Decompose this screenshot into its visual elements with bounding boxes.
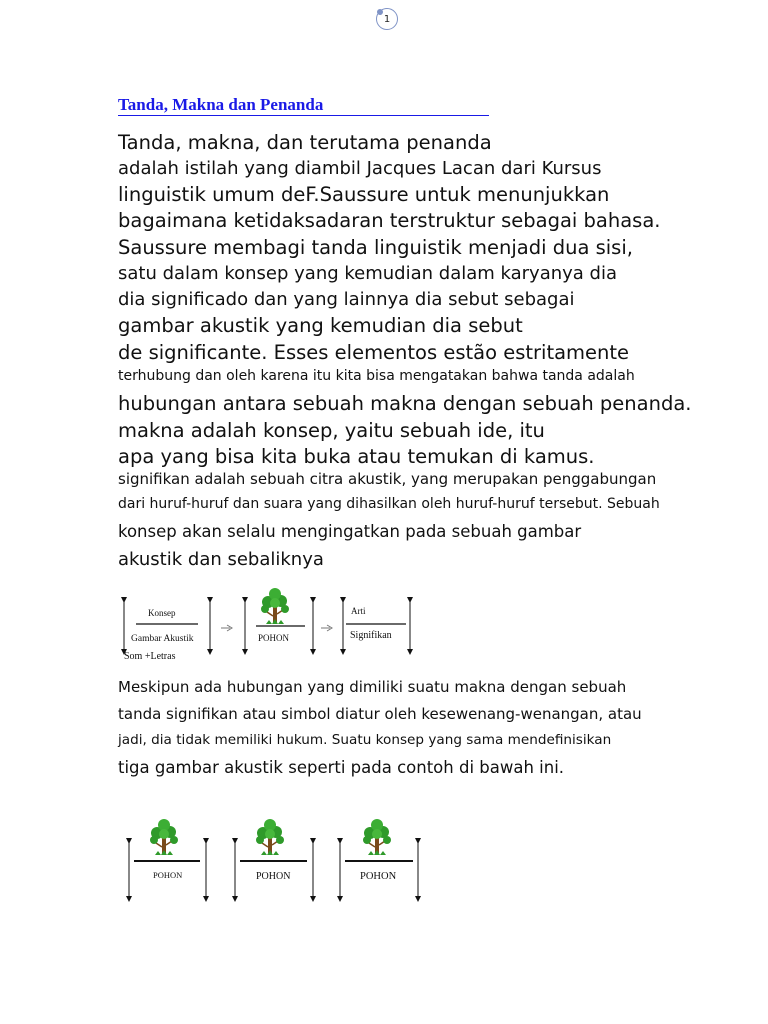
- right-arrow-icon: [221, 625, 232, 631]
- text-line: dari huruf-huruf dan suara yang dihasilkan oleh huruf-huruf tersebut. Sebuah: [118, 496, 660, 512]
- text-line: Saussure membagi tanda linguistik menjadi dua sisi,: [118, 236, 633, 259]
- text-line: signifikan adalah sebuah citra akustik, yang merupakan penggabungan: [118, 470, 657, 488]
- diagram-label-pohon: POHON: [258, 633, 290, 643]
- text-line: akustik dan sebaliknya: [118, 549, 324, 570]
- tree-icon: [256, 819, 284, 855]
- tree-icon: [261, 588, 289, 624]
- text-line: linguistik umum deF.Saussure untuk menunjukkan: [118, 183, 610, 206]
- text-line: konsep akan selalu mengingatkan pada sebuah gambar: [118, 522, 582, 541]
- right-arrow-icon: [321, 625, 332, 631]
- diagram-label-gambar-akustik: Gambar Akustik: [131, 634, 194, 644]
- tree-icon: [363, 819, 391, 855]
- three-trees-diagram: [118, 815, 428, 905]
- page-number-badge: [376, 8, 398, 30]
- diagram-label-arti: Arti: [351, 606, 366, 616]
- text-line: gambar akustik yang kemudian dia sebut: [118, 314, 523, 337]
- text-line: apa yang bisa kita buka atau temukan di kamus.: [118, 445, 595, 468]
- text-line: de significante. Esses elementos estão estritamente: [118, 341, 630, 364]
- text-line: hubungan antara sebuah makna dengan sebuah penanda.: [118, 392, 692, 415]
- text-line: satu dalam konsep yang kemudian dalam karyanya dia: [118, 263, 617, 284]
- diagram-label-pohon: POHON: [153, 870, 183, 880]
- page-number: 1: [383, 14, 391, 25]
- diagram-label-signifikan: Signifikan: [350, 630, 392, 641]
- tree-icon: [150, 819, 178, 855]
- text-line: jadi, dia tidak memiliki hukum. Suatu konsep yang sama mendefinisikan: [118, 732, 612, 748]
- diagram-label-pohon: POHON: [256, 871, 291, 882]
- text-line: tiga gambar akustik seperti pada contoh di bawah ini.: [118, 758, 565, 777]
- diagram-caption: Som +Letras: [124, 651, 176, 662]
- document-title[interactable]: Tanda, Makna dan Penanda: [118, 95, 489, 116]
- text-line: adalah istilah yang diambil Jacques Lacan dari Kursus: [118, 158, 602, 179]
- text-line: bagaimana ketidaksadaran terstruktur sebagai bahasa.: [118, 209, 661, 232]
- text-line: Tanda, makna, dan terutama penanda: [118, 131, 492, 154]
- text-line: tanda signifikan atau simbol diatur oleh kesewenang-wenangan, atau: [118, 705, 642, 723]
- diagram-label-konsep: Konsep: [148, 608, 176, 618]
- sign-diagram: [118, 586, 428, 666]
- diagram-label-pohon: POHON: [360, 871, 397, 882]
- text-line: dia significado dan yang lainnya dia sebut sebagai: [118, 289, 575, 310]
- text-line: Meskipun ada hubungan yang dimiliki suatu makna dengan sebuah: [118, 678, 627, 696]
- text-line: makna adalah konsep, yaitu sebuah ide, itu: [118, 419, 545, 442]
- badge-dot: [377, 9, 383, 15]
- text-line: terhubung dan oleh karena itu kita bisa mengatakan bahwa tanda adalah: [118, 368, 635, 384]
